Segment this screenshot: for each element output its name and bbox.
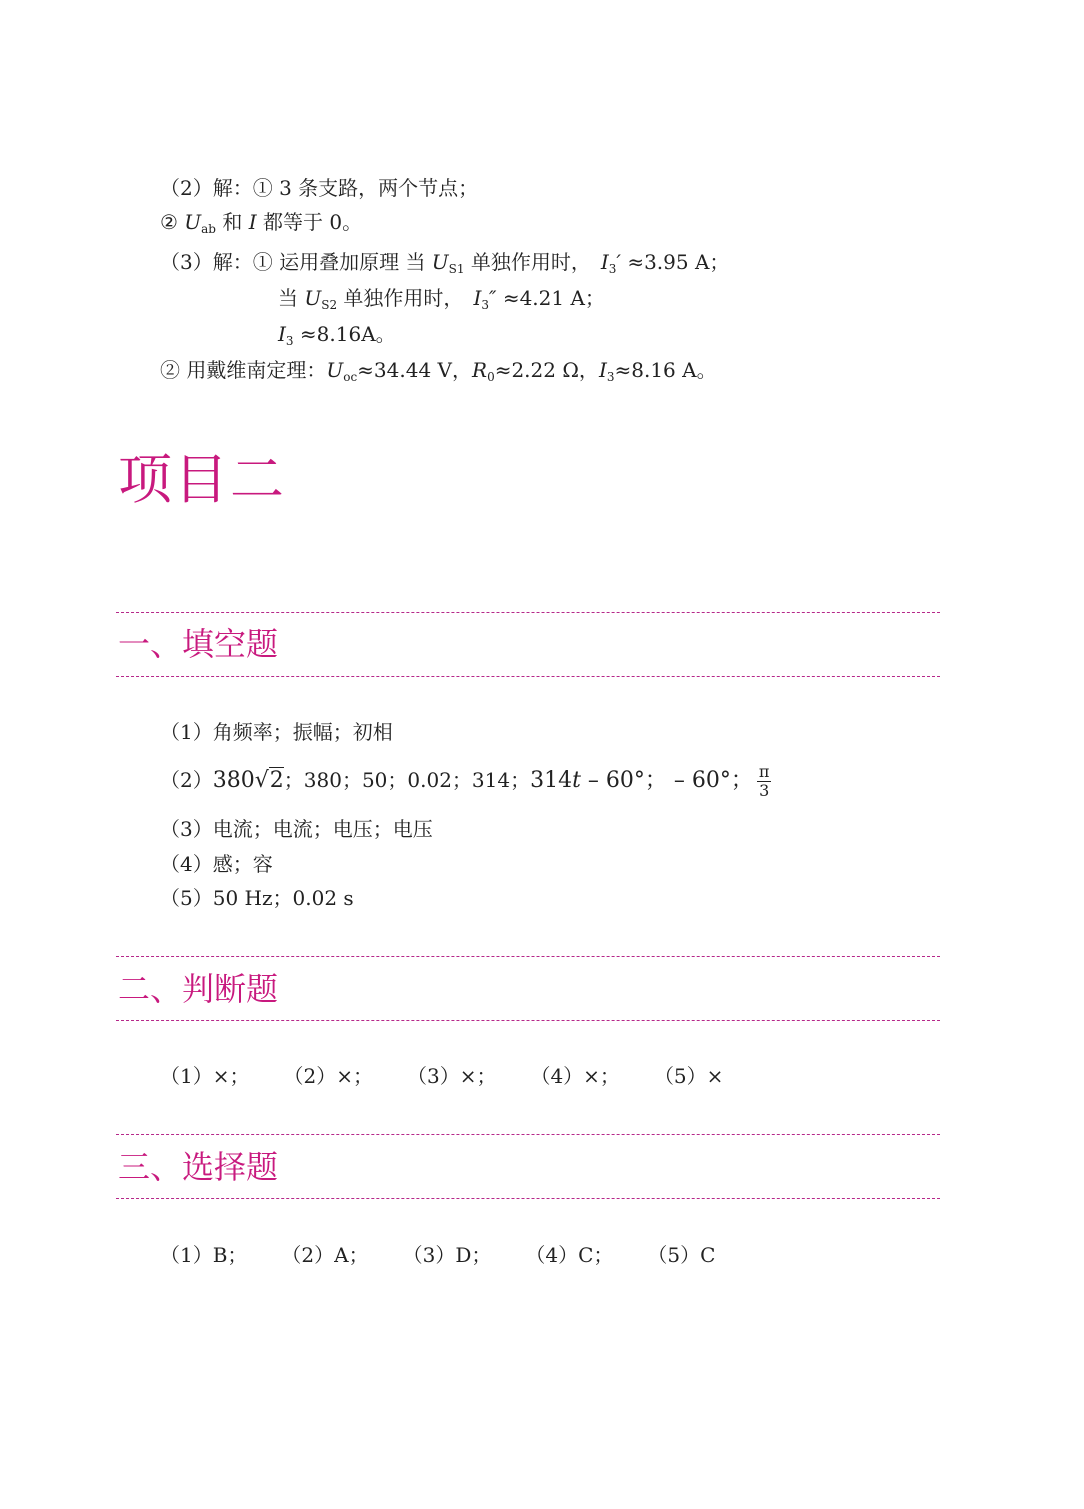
double-prime-mark: ″ bbox=[488, 286, 497, 310]
section-divider bbox=[116, 956, 940, 957]
judgement-answer: （1）×； bbox=[160, 1064, 250, 1088]
judgement-answer: （4）×； bbox=[530, 1064, 620, 1088]
current-symbol: I bbox=[598, 358, 607, 382]
solution-line-5 bbox=[278, 322, 396, 353]
solution-text: 都等于 0。 bbox=[256, 210, 363, 234]
choice-answer: （5）C bbox=[647, 1243, 716, 1267]
solution-value: ≈8.16 A。 bbox=[614, 358, 717, 382]
solution-text: 当 bbox=[278, 286, 305, 310]
voltage-subscript: ab bbox=[201, 222, 216, 236]
choice-answer: （1）B； bbox=[160, 1243, 248, 1267]
current-symbol: I bbox=[248, 210, 257, 234]
judgement-answer: （5）× bbox=[653, 1064, 724, 1088]
solution-value: ≈2.22 Ω， bbox=[494, 358, 599, 382]
sqrt-radicand: 2 bbox=[269, 768, 284, 793]
section-divider bbox=[116, 1134, 940, 1135]
circled-marker: ② bbox=[160, 210, 185, 234]
solution-value: ≈34.44 V， bbox=[357, 358, 472, 382]
solution-value: ≈8.16A。 bbox=[293, 322, 396, 346]
voltage-subscript: oc bbox=[343, 370, 358, 384]
solution-text: （3）解：① 运用叠加原理 当 bbox=[160, 250, 432, 274]
section-divider bbox=[116, 676, 940, 677]
prime-mark: ′ bbox=[616, 250, 621, 274]
voltage-symbol: U bbox=[431, 250, 449, 274]
solution-text: 单独作用时， bbox=[464, 250, 591, 274]
solution-value: ≈3.95 A； bbox=[620, 250, 730, 274]
judgement-answers bbox=[160, 1064, 723, 1088]
solution-value: ≈4.21 A； bbox=[496, 286, 605, 310]
voltage-subscript: S1 bbox=[448, 262, 465, 276]
current-subscript: 3 bbox=[285, 334, 294, 348]
current-symbol: I bbox=[600, 250, 609, 274]
time-variable: t bbox=[572, 768, 581, 793]
judgement-answer: （2）×； bbox=[283, 1064, 373, 1088]
solution-line-3 bbox=[160, 250, 729, 281]
choice-answer: （3）D； bbox=[402, 1243, 492, 1267]
choice-answers bbox=[160, 1243, 715, 1267]
current-subscript: 3 bbox=[606, 370, 615, 384]
solution-line-2b bbox=[160, 210, 362, 241]
project-title: 项目二 bbox=[118, 448, 286, 511]
answer-3: （3）电流；电流；电压；电压 bbox=[160, 817, 433, 841]
solution-text: 和 bbox=[216, 210, 249, 234]
judgement-answer: （3）×； bbox=[406, 1064, 497, 1088]
answer-4: （4）感；容 bbox=[160, 852, 273, 876]
voltage-symbol: U bbox=[304, 286, 322, 310]
answer-2 bbox=[160, 762, 771, 806]
section-divider bbox=[116, 1198, 940, 1199]
voltage-symbol: U bbox=[326, 358, 344, 382]
answer-number: （2） bbox=[160, 768, 213, 792]
sqrt-sign: √ bbox=[254, 768, 269, 793]
answer-1: （1）角频率；振幅；初相 bbox=[160, 720, 393, 744]
section-title-fill-blank: 一、填空题 bbox=[118, 625, 279, 663]
solution-text: 单独作用时， bbox=[337, 286, 464, 310]
current-subscript: 3 bbox=[608, 262, 617, 276]
sqrt-coefficient: 380 bbox=[212, 768, 255, 793]
current-symbol: I bbox=[278, 322, 286, 346]
solution-line-4 bbox=[278, 286, 605, 317]
solution-text: ② 用戴维南定理： bbox=[160, 358, 327, 382]
answer-text: ；380；50；0.02；314； bbox=[283, 768, 531, 792]
phase-coefficient: 314 bbox=[530, 768, 573, 793]
solution-line-2 bbox=[160, 176, 478, 200]
section-title-true-false: 二、判断题 bbox=[118, 970, 279, 1008]
resistance-subscript: 0 bbox=[487, 370, 495, 384]
section-divider bbox=[116, 1020, 940, 1021]
section-divider bbox=[116, 612, 940, 613]
resistance-symbol: R bbox=[472, 358, 488, 382]
section-title-multiple-choice: 三、选择题 bbox=[118, 1148, 279, 1186]
fraction-numerator: π bbox=[758, 762, 770, 781]
voltage-symbol: U bbox=[184, 210, 202, 234]
answer-5: （5）50 Hz；0.02 s bbox=[160, 886, 354, 910]
pi-over-three-fraction bbox=[757, 763, 772, 800]
current-subscript: 3 bbox=[481, 298, 489, 312]
choice-answer: （4）C； bbox=[525, 1243, 614, 1267]
phase-text: – 60°； – 60°； bbox=[580, 768, 753, 793]
fraction-denominator: 3 bbox=[759, 781, 770, 800]
choice-answer: （2）A； bbox=[281, 1243, 369, 1267]
solution-line-6 bbox=[160, 358, 717, 389]
current-symbol: I bbox=[473, 286, 482, 310]
voltage-subscript: S2 bbox=[321, 298, 338, 312]
solution-text: （2）解：① 3 条支路，两个节点； bbox=[160, 176, 479, 200]
